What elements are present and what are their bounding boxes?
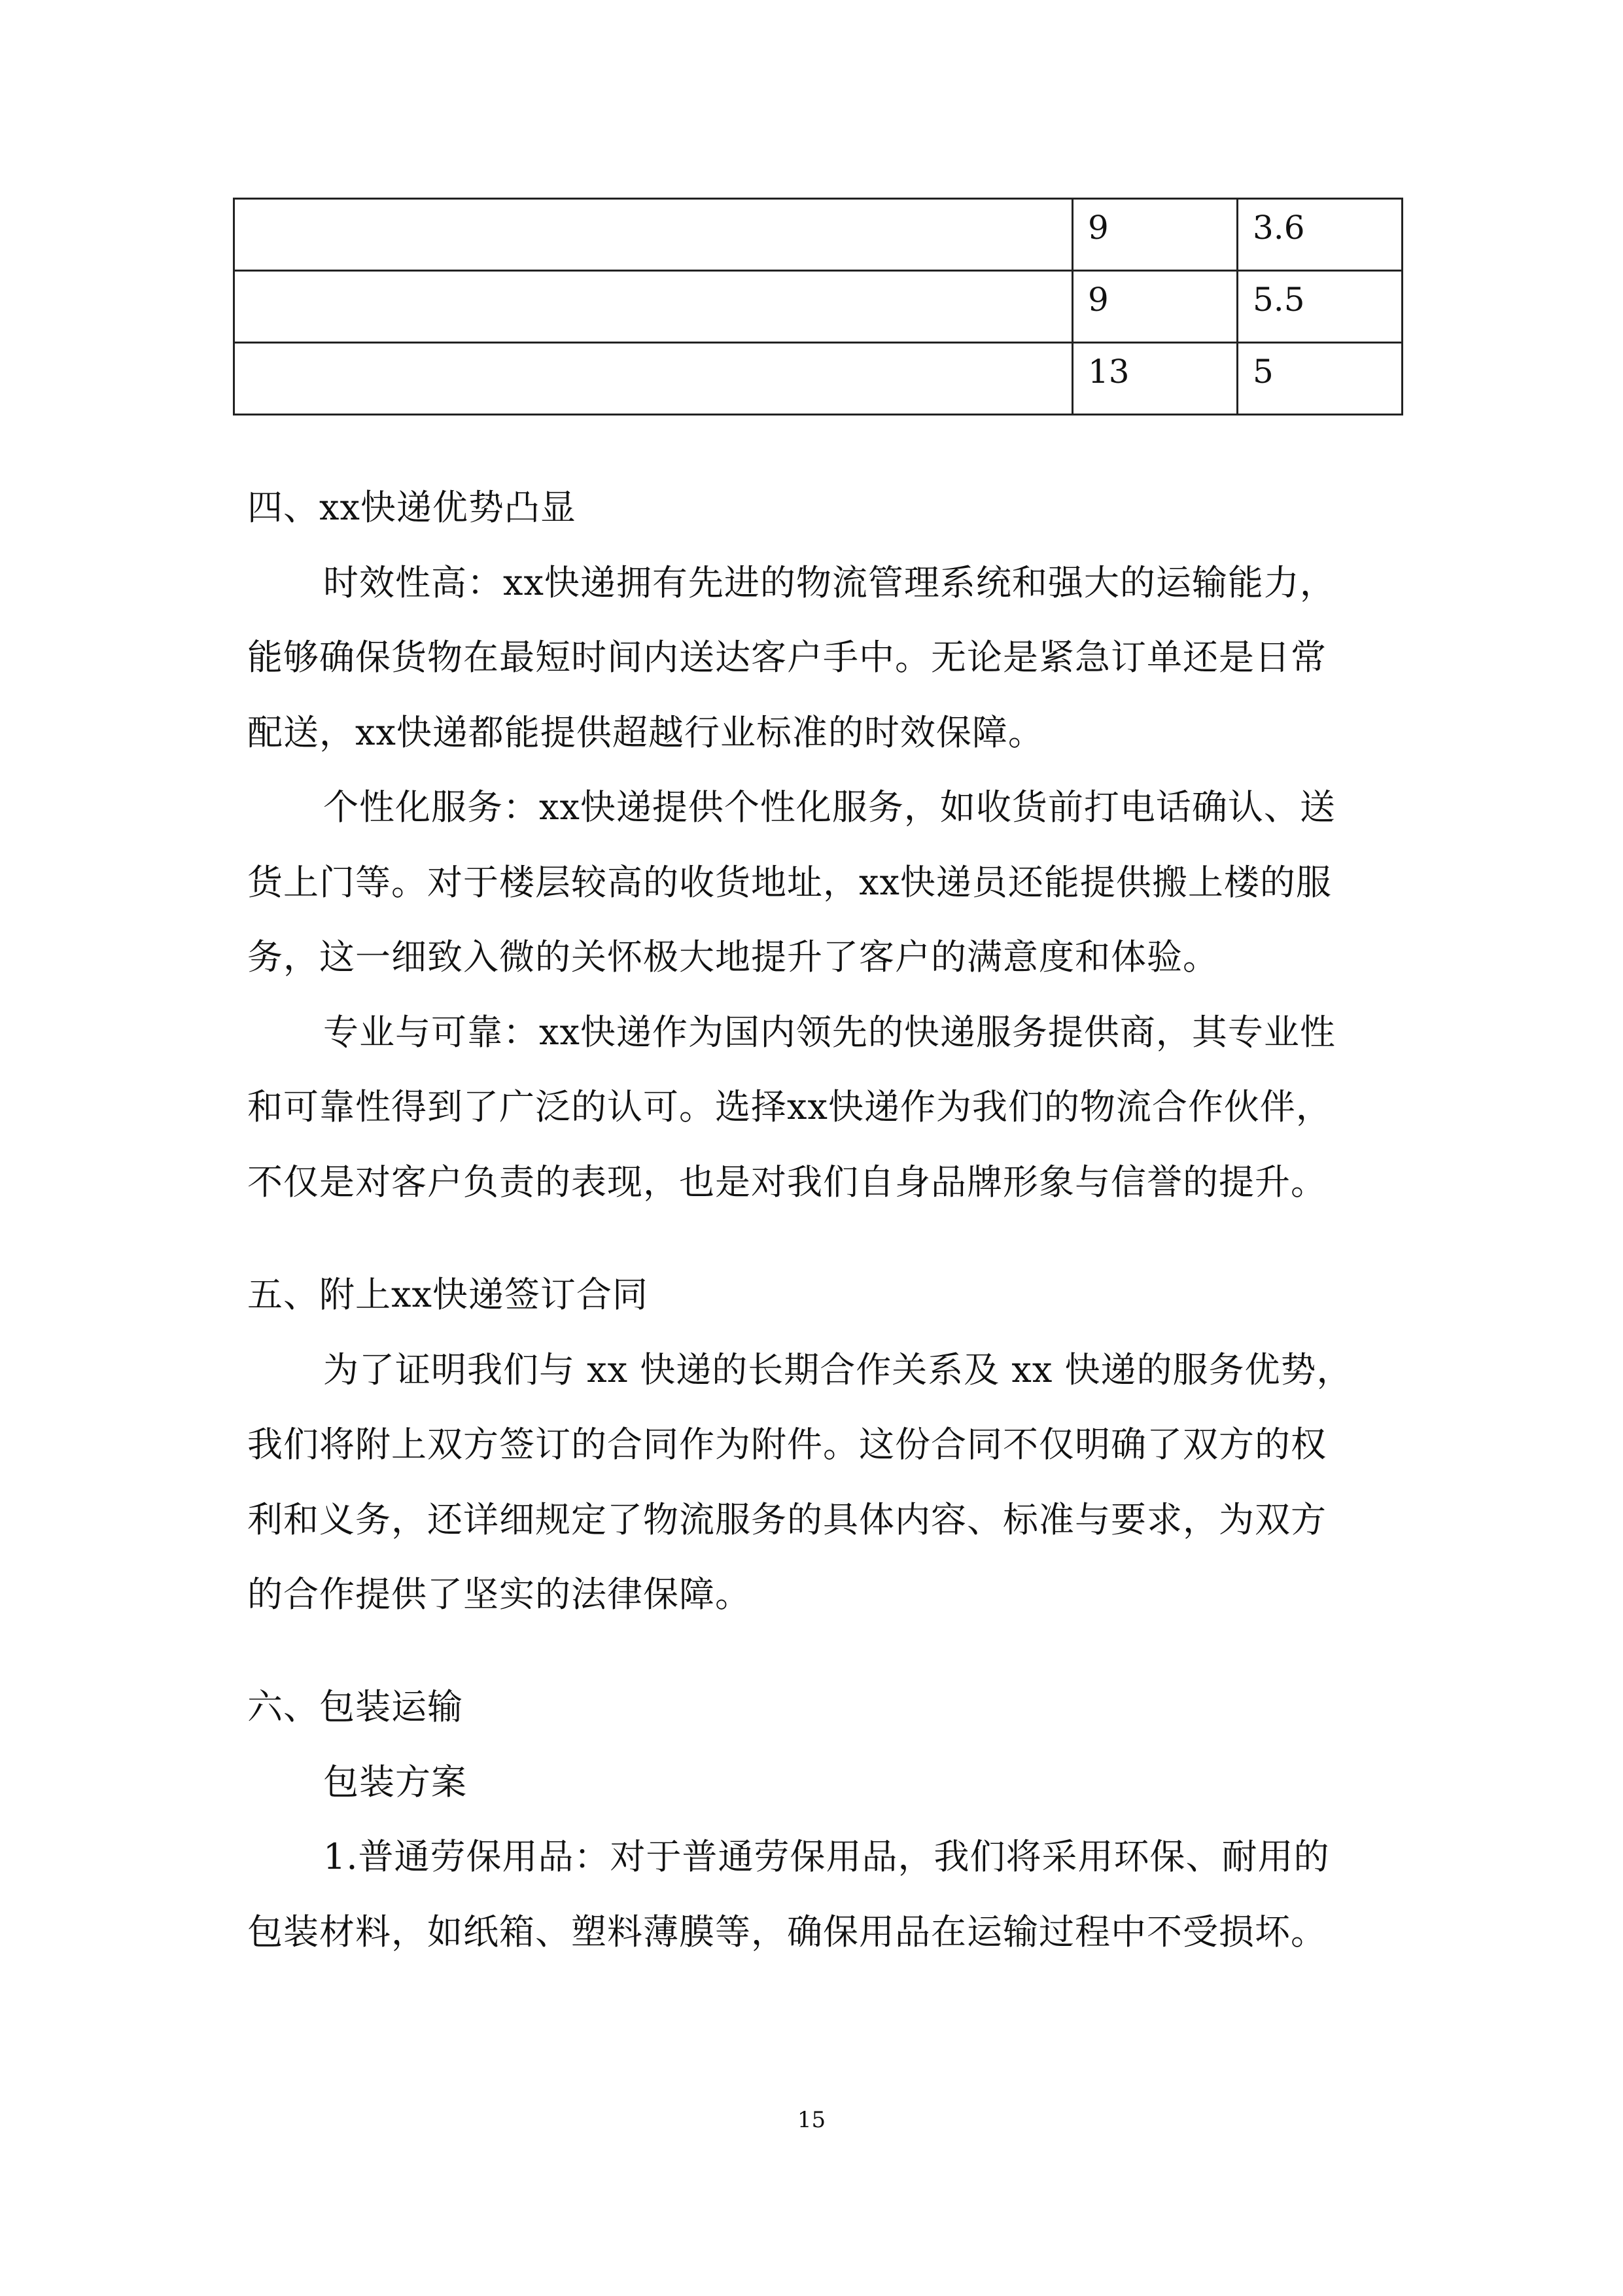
table-cell-item [234,199,1073,271]
table-cell-value: 9 [1073,199,1238,271]
section-heading: 五、附上xx快递签订合同 [247,1274,648,1315]
table-cell-item [234,343,1073,415]
paragraph-line: 的合作提供了坚实的法律保障。 [247,1574,751,1615]
paragraph-line: 1.普通劳保用品：对于普通劳保用品，我们将采用环保、耐用的 [323,1836,1330,1877]
paragraph-line: 利和义务，还详细规定了物流服务的具体内容、标准与要求，为双方 [247,1499,1327,1540]
paragraph-line: 时效性高：xx快递拥有先进的物流管理系统和强大的运输能力， [323,562,1336,603]
table-cell-value: 13 [1073,343,1238,415]
paragraph-line: 和可靠性得到了广泛的认可。选择xx快递作为我们的物流合作伙伴， [247,1086,1332,1127]
paragraph-line: 我们将附上双方签订的合同作为附件。这份合同不仅明确了双方的权 [247,1424,1327,1465]
table-cell-value: 9 [1073,271,1238,343]
paragraph-line: 能够确保货物在最短时间内送达客户手中。无论是紧急订单还是日常 [247,637,1327,678]
section-heading: 四、xx快递优势凸显 [247,487,576,528]
table-cell-value: 3.6 [1238,199,1403,271]
table-row [234,199,1403,271]
paragraph-line: 个性化服务：xx快递提供个性化服务，如收货前打电话确认、送 [323,786,1336,828]
table-cell-value: 5.5 [1238,271,1403,343]
paragraph-line: 货上门等。对于楼层较高的收货地址，xx快递员还能提供搬上楼的服 [247,862,1332,903]
table-row [234,343,1403,415]
page-number: 15 [797,2107,826,2133]
paragraph-line: 配送，xx快递都能提供超越行业标准的时效保障。 [247,712,1044,753]
paragraph-line: 专业与可靠：xx快递作为国内领先的快递服务提供商，其专业性 [323,1012,1336,1053]
table-cell-value: 5 [1238,343,1403,415]
section-heading: 六、包装运输 [247,1686,463,1727]
sub-heading: 包装方案 [323,1761,467,1803]
paragraph-line: 包装材料，如纸箱、塑料薄膜等，确保用品在运输过程中不受损坏。 [247,1911,1327,1952]
table-row [234,271,1403,343]
paragraph-line: 不仅是对客户负责的表现，也是对我们自身品牌形象与信誉的提升。 [247,1161,1327,1203]
paragraph-line: 为了证明我们与 xx 快递的长期合作关系及 xx 快递的服务优势， [323,1349,1353,1390]
data-table [233,198,1403,415]
paragraph-line: 务，这一细致入微的关怀极大地提升了客户的满意度和体验。 [247,936,1219,978]
table-cell-item [234,271,1073,343]
